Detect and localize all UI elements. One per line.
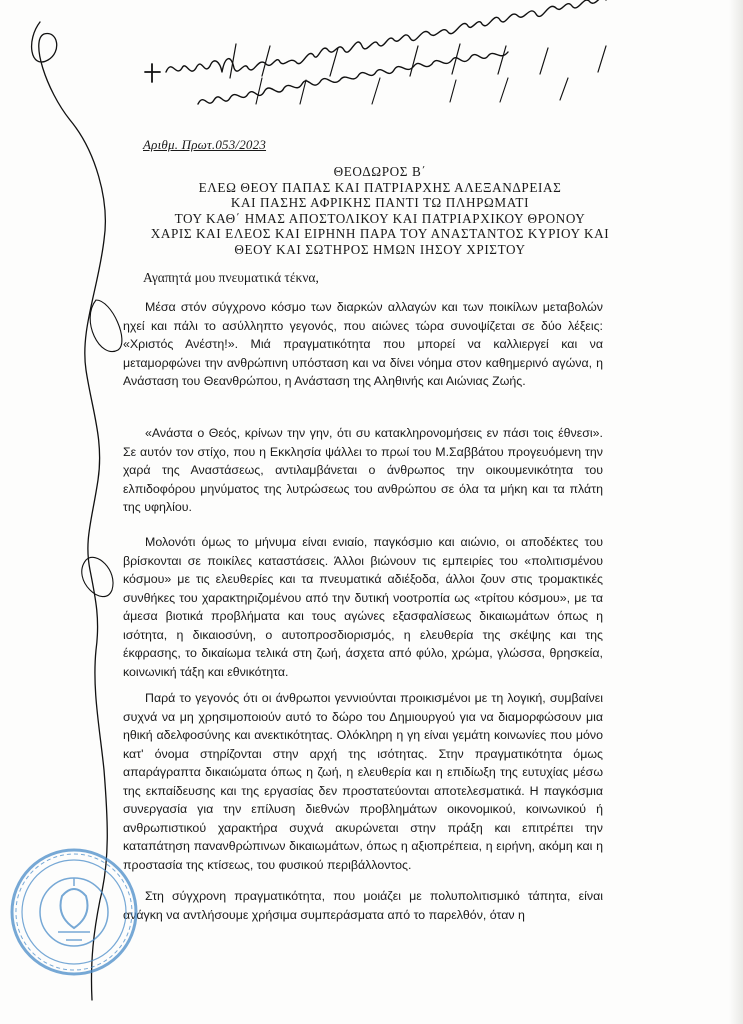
salutation: Αγαπητά μου πνευματικά τέκνα, xyxy=(143,270,319,285)
heading-line: ΘΕΟΔΩΡΟΣ Β΄ xyxy=(333,164,427,179)
letter-heading xyxy=(120,164,640,258)
heading-line: ΕΛΕΩ ΘΕΟΥ ΠΑΠΑΣ ΚΑΙ ΠΑΤΡΙΑΡΧΗΣ ΑΛΕΞΑΝΔΡΕΙΑΣ xyxy=(198,179,562,195)
protocol-number: Αριθμ. Πρωτ.053/2023 xyxy=(143,137,267,152)
heading-line: ΚΑΙ ΠΑΣΗΣ ΑΦΡΙΚΗΣ ΠΑΝΤΙ ΤΩ ΠΛΗΡΩΜΑΤΙ xyxy=(230,195,530,211)
heading-line: ΤΟΥ ΚΑΘ΄ ΗΜΑΣ ΑΠΟΣΤΟΛΙΚΟΥ ΚΑΙ ΠΑΤΡΙΑΡΧΙΚΟΥ ΘΡΟΝΟΥ xyxy=(174,210,586,226)
body-paragraph: Στη σύγχρονη πραγματικότητα, που μοιάζει με πολυπολιτισμικό τάπητα, είναι ανάγκη να αντλήσουμε χρήσιμα συμπεράσματα από το παρελθόν, όταν η xyxy=(123,889,603,922)
heading-line: ΘΕΟΥ ΚΑΙ ΣΩΤΗΡΟΣ ΗΜΩΝ ΙΗΣΟΥ ΧΡΙΣΤΟΥ xyxy=(234,241,526,257)
body-paragraph: «Ανάστα ο Θεός, κρίνων την γην, ότι συ κατακληρονομήσεις εν πάσι τοις έθνεσι». Σε αυτόν τον στίχο, που η Εκκλησία ψάλλει το πρωί του Μ.Σαββάτου προγευόμενη την χαρά της Αναστάσεως, αντιλαμβάνεται ο άνθρωπος την οικουμενικότητα του ελπιδοφόρου μηνύματος της λυτρώσεως του ανθρώπου σε όλα τα μήκη και τα πλάτη της υφηλίου. xyxy=(123,426,603,514)
body-paragraph: Μολονότι όμως το μήνυμα είναι ενιαίο, παγκόσμιο και αιώνιο, οι αποδέκτες του βρίσκονται σε ποικίλες καταστάσεις. Άλλοι βιώνουν τις εμπειρίες του «πολιτισμένου κόσμου» με τις ελευθερίες και τα πνευματικά αδιέξοδα, άλλοι ζουν στις τρομακτικές συνθήκες του χαρακτηριζομένου από την δυτική νοοτροπία ως «τρίτου κόσμου», με τα άμεσα βιοτικά προβλήματα και τους αγώνες εξασφαλίσεως δικαιωμάτων όπως η ισότητα, η δικαιοσύνη, ο αυτοπροσδιορισμός, η ελευθερία της σκέψης και της έκφρασης, το δικαίωμα τελικά στη ζωή, άσχετα από φύλο, χρώμα, γλώσσα, θρησκεία, κοινωνική τάξη και εθνικότητα. xyxy=(123,535,603,679)
body-paragraph: Μέσα στόν σύγχρονο κόσμο των διαρκών αλλαγών και των ποικίλων μεταβολών ηχεί και πάλι το ασύλληπτο γεγονός, που αιώνες τώρα συνοψίζεται σε δύο λέξεις: «Χριστός Ανέστη!». Μιά πραγματικότητα που μπορεί να καλλιεργεί και να μεταμορφώνει την ανθρώπινη υπόσταση και να δίνει νόημα στον καθημερινό αγώνα, η Ανάσταση του Θεανθρώπου, η Ανάσταση της Αληθινής και Αιώνιας Ζωής. xyxy=(123,300,603,388)
body-paragraph: Παρά το γεγονός ότι οι άνθρωποι γεννιούνται προικισμένοι με τη λογική, συμβαίνει συχνά να μη χρησιμοποιούν αυτό το δώρο του Δημιουργού για να διαμορφώσουν μια ηθική αδελφοσύνης και ανεκτικότητας. Ολόκληρη η γη είναι γεμάτη κοινωνίες που μόνο κατ' όνομα στηρίζονται στην αρχή της ισότητας. Στην πραγματικότητα όμως απαράγραπτα δικαιώματα όπως η ζωή, η ελευθερία και η επιδίωξη της ευτυχίας μέσω της εκπαίδευσης και της εργασίας δεν προστατεύονται αποτελεσματικά. Η παγκόσμια συνεργασία για την επίλυση διεθνών προβλημάτων οικονομικού, κοινωνικού ή ανθρωπιστικού χαρακτήρα συχνά ακυρώνεται στην πράξη και επιτρέπει την καταπάτηση πανανθρώπινων δικαιωμάτων, όπως η αξιοπρέπεια, η ειρήνη, ακόμη και η προστασία της κτίσεως, του φυσικού περιβάλλοντος. xyxy=(123,691,603,872)
heading-line: ΧΑΡΙΣ ΚΑΙ ΕΛΕΟΣ ΚΑΙ ΕΙΡΗΝΗ ΠΑΡΑ ΤΟΥ ΑΝΑΣΤΑΝΤΟΣ ΚΥΡΙΟΥ ΚΑΙ xyxy=(150,226,610,242)
patriarchate-seal-stamp xyxy=(0,840,160,1024)
